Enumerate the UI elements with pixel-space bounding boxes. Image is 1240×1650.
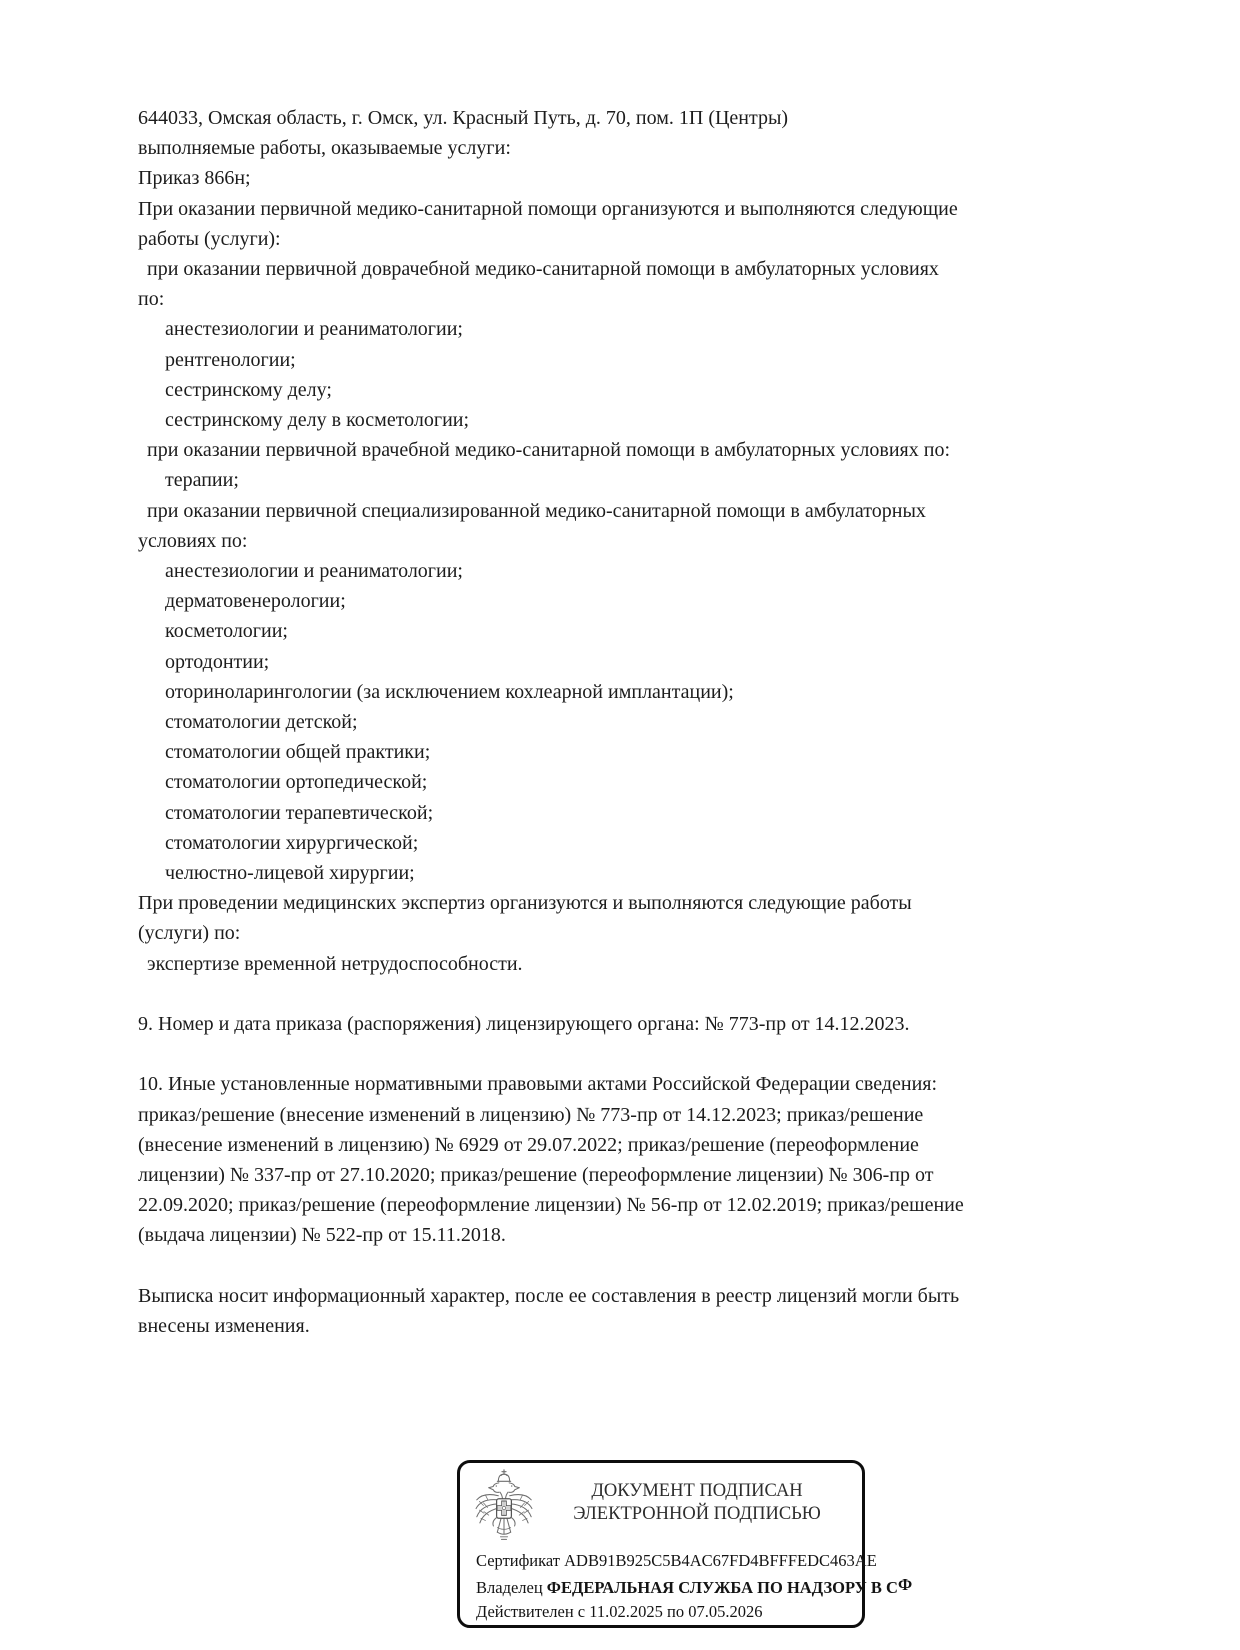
document-line	[138, 979, 1143, 1009]
document-line: стоматологии детской;	[165, 711, 358, 734]
document-line: 644033, Омская область, г. Омск, ул. Красный Путь, д. 70, пом. 1П (Центры)	[138, 107, 789, 129]
document-line: стоматологии общей практики;	[165, 741, 431, 764]
stamp-owner-line	[476, 1573, 913, 1600]
document-line: оториноларингологии (за исключением кохлеарной имплантации);	[165, 680, 734, 703]
document-line: сестринскому делу в косметологии;	[165, 409, 470, 432]
document-line: внесены изменения.	[138, 1315, 310, 1338]
roszdravnadzor-eagle-emblem-icon	[473, 1469, 535, 1545]
owner-value: ФЕДЕРАЛЬНАЯ СЛУЖБА ПО НАДЗОРУ В С	[546, 1578, 898, 1597]
signature-stamp	[457, 1460, 913, 1628]
document-line: При оказании первичной медико-санитарной помощи организуются и выполняются следующие	[138, 197, 958, 220]
owner-label: Владелец	[476, 1578, 543, 1597]
document-body	[138, 103, 1143, 1341]
document-line: При проведении медицинских экспертиз организуются и выполняются следующие работы	[138, 892, 912, 915]
document-line: выполняемые работы, оказываемые услуги:	[138, 137, 511, 160]
certificate-value: ADB91B925C5B4AC67FD4BFFFEDC463AE	[564, 1551, 877, 1570]
certificate-label: Сертификат	[476, 1551, 560, 1570]
document-line: по:	[138, 288, 165, 311]
document-line: стоматологии терапевтической;	[165, 801, 434, 824]
document-line: (выдача лицензии) № 522-пр от 15.11.2018.	[138, 1224, 506, 1247]
document-line: косметологии;	[165, 620, 288, 643]
document-line: Приказ 866н;	[138, 167, 251, 190]
document-line: рентгенологии;	[165, 348, 296, 371]
document-line: экспертизе временной нетрудоспособности.	[147, 952, 523, 975]
document-line: Выписка носит информационный характер, после ее составления в реестр лицензий могли быть	[138, 1284, 960, 1307]
document-line: 9. Номер и дата приказа (распоряжения) лицензирующего органа: № 773-пр от 14.12.2023.	[138, 1013, 910, 1036]
document-line: дерматовенерологии;	[165, 590, 346, 613]
stamp-title	[540, 1480, 854, 1526]
document-line: стоматологии ортопедической;	[165, 771, 428, 794]
document-line: работы (услуги):	[138, 227, 281, 250]
document-line: анестезиологии и реаниматологии;	[165, 318, 463, 341]
document-line	[138, 1251, 1143, 1281]
document-line: анестезиологии и реаниматологии;	[165, 560, 463, 583]
document-line	[138, 1039, 1143, 1069]
stamp-title-line2: ЭЛЕКТРОННОЙ ПОДПИСЬЮ	[573, 1504, 821, 1524]
document-line: челюстно-лицевой хирургии;	[165, 862, 415, 885]
document-line: ортодонтии;	[165, 650, 270, 673]
stamp-title-line1: ДОКУМЕНТ ПОДПИСАН	[591, 1481, 803, 1501]
document-line: при оказании первичной доврачебной медико-санитарной помощи в амбулаторных условиях	[147, 258, 939, 281]
document-line: 10. Иные установленные нормативными правовыми актами Российской Федерации сведения:	[138, 1073, 938, 1096]
document-line: лицензии) № 337-пр от 27.10.2020; приказ/решение (переоформление лицензии) № 306-пр от	[138, 1164, 934, 1187]
document-line: (внесение изменений в лицензию) № 6929 от 29.07.2022; приказ/решение (переоформление	[138, 1133, 919, 1156]
document-line: условиях по:	[138, 529, 248, 552]
document-line: стоматологии хирургической;	[165, 831, 419, 854]
document-line: сестринскому делу;	[165, 378, 332, 401]
stamp-meta	[476, 1549, 913, 1624]
document-line: (услуги) по:	[138, 922, 241, 945]
document-line: 22.09.2020; приказ/решение (переоформление лицензии) № 56-пр от 12.02.2019; приказ/решение	[138, 1194, 964, 1217]
stamp-validity-line: Действителен с 11.02.2025 по 07.05.2026	[476, 1602, 763, 1621]
stamp-certificate-line	[476, 1549, 877, 1573]
owner-clipped-char: Ф	[897, 1575, 913, 1594]
document-line: при оказании первичной специализированной медико-санитарной помощи в амбулаторных	[147, 499, 926, 522]
document-line: приказ/решение (внесение изменений в лицензию) № 773-пр от 14.12.2023; приказ/решение	[138, 1103, 924, 1126]
document-line: при оказании первичной врачебной медико-санитарной помощи в амбулаторных условиях по:	[147, 439, 951, 462]
document-line: терапии;	[165, 469, 239, 492]
